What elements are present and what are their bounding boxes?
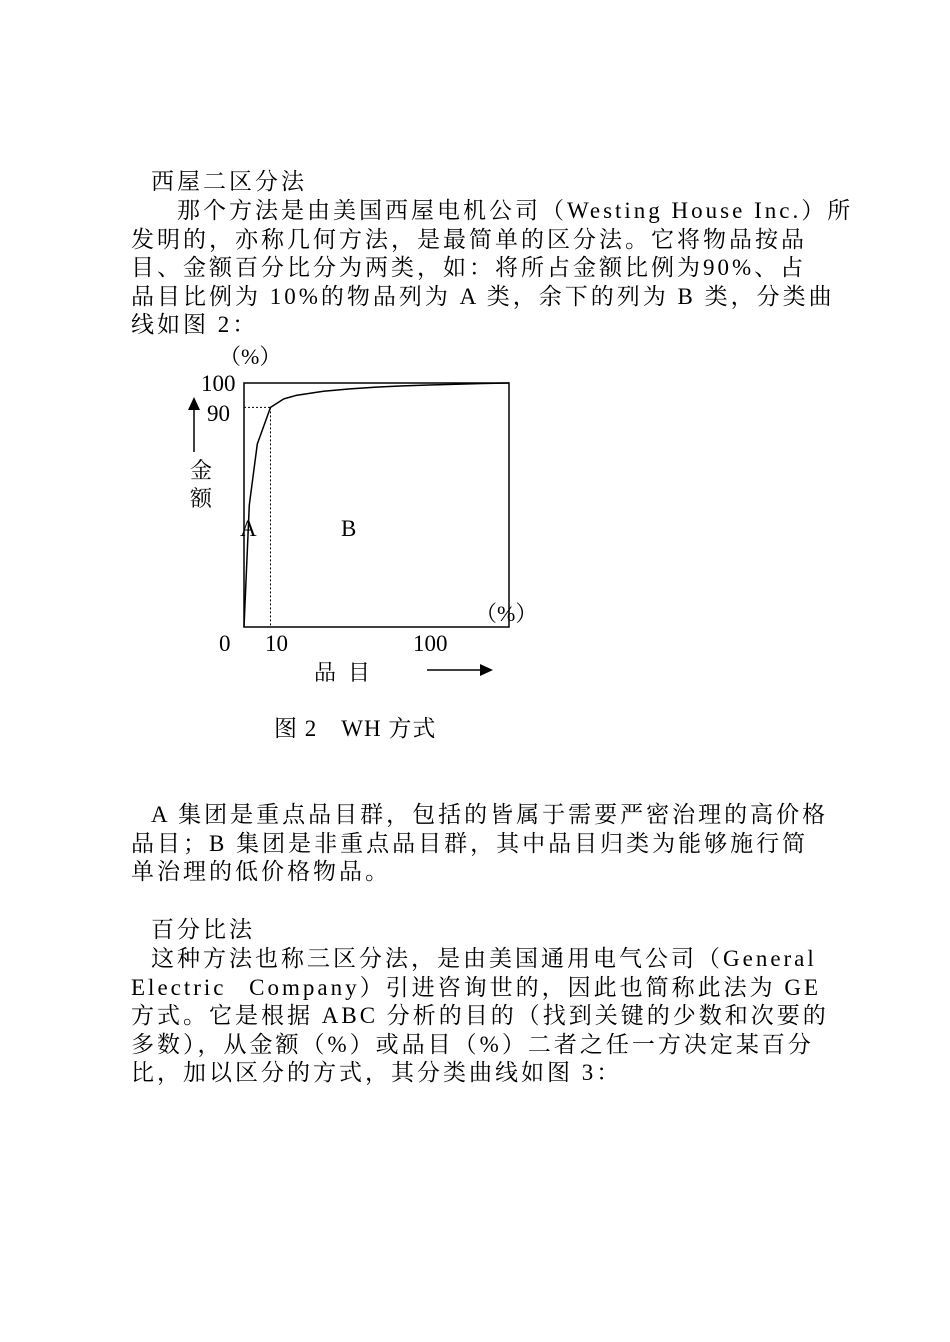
text-line-justified (131, 974, 821, 1003)
x-tick-label: 10 (265, 631, 288, 656)
section-title-percentage (131, 916, 821, 945)
x-axis-arrow-head (480, 664, 493, 676)
y-axis-label: 金额 (190, 458, 213, 511)
y-axis-arrow-head (188, 397, 200, 410)
x-tick-label: 100 (413, 631, 448, 656)
section-title-text: 西屋二区分法 (151, 169, 307, 194)
text-line: A 集团是重点品目群，包括的皆属于需要严密治理的高价格 (151, 802, 829, 827)
text-line: 单治理的低价格物品。 (131, 859, 391, 885)
region-label-b: B (341, 516, 357, 541)
x-axis-label: 品目 (314, 660, 383, 685)
y-tick-label: 100 (201, 371, 236, 396)
y-unit-label: （%） (219, 344, 282, 369)
text-line: 线如图 2： (131, 312, 259, 338)
text-line: 品目比例为 10%的物品列为 A 类，余下的列为 B 类，分类曲 (131, 283, 835, 309)
paragraph-ge-description (131, 945, 829, 1088)
text-line: 那个方法是由美国西屋电机公司（Westing House Inc.）所 (177, 198, 854, 223)
pareto-curve (244, 383, 509, 627)
text-line: 方式。它是根据 ABC 分析的目的（找到关键的少数和次要的 (131, 1003, 829, 1029)
x-tick-label: 0 (219, 631, 231, 656)
x-unit-label: （%） (475, 601, 538, 626)
text-line: 发明的，亦称几何方法，是最简单的区分法。它将物品按品 (131, 226, 807, 252)
text-line: 多数），从金额（%）或品目（%）二者之任一方决定某百分 (131, 1031, 814, 1057)
text-line: 比，加以区分的方式，其分类曲线如图 3： (131, 1060, 623, 1086)
text-line: 这种方法也称三区分法，是由美国通用电气公司（General (151, 946, 817, 971)
plot-frame (244, 383, 509, 627)
paragraph-ab-groups (131, 801, 829, 887)
figure-caption: 图 2 WH 方式 (274, 716, 437, 741)
text-line: 目、金额百分比分为两类，如：将所占金额比例为90%、占 (131, 255, 807, 281)
text-fragment: Electric (131, 974, 227, 1000)
y-tick-label: 90 (207, 401, 230, 426)
text-fragment: Company）引进咨询世的，因此也简称此法为 GE (249, 974, 821, 1000)
section-title-text: 百分比法 (151, 917, 255, 942)
text-line: 品目；B 集团是非重点品目群，其中品目归类为能够施行简 (131, 830, 809, 856)
region-label-a: A (240, 516, 257, 541)
